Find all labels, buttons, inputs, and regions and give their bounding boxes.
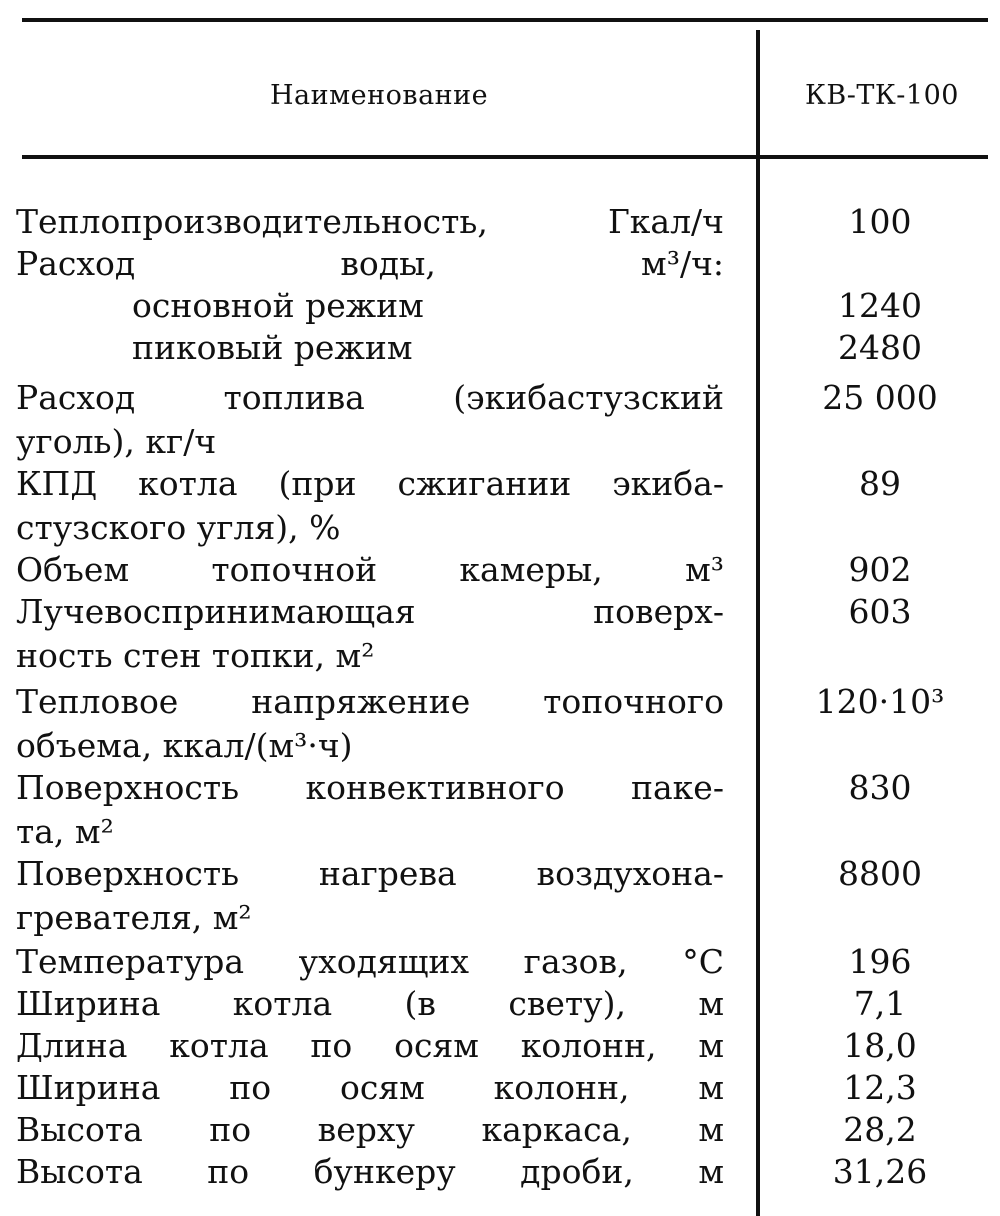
row-label-continuation: уголь), кг/ч [16, 422, 217, 461]
row-label-line: Ширина по осям колонн, м [16, 1068, 724, 1107]
row-value: 100 [848, 202, 912, 241]
row-label [16, 242, 724, 286]
row-label-line: Длина котла по осям колонн, м [16, 1026, 724, 1065]
row-value: 8800 [838, 854, 922, 893]
row-label [16, 680, 724, 768]
row-value: 89 [859, 464, 901, 503]
row-label-line: Теплопроизводительность, Гкал/ч [16, 202, 724, 241]
row-label [132, 326, 412, 370]
row-label [16, 982, 724, 1026]
row-label-line: пиковый режим [132, 328, 413, 367]
row-label [16, 590, 724, 678]
column-header-model: КВ-ТК-100 [805, 80, 959, 111]
row-label [16, 1108, 724, 1152]
row-value: 28,2 [843, 1110, 917, 1149]
row-value: 7,1 [853, 984, 907, 1023]
row-value: 603 [848, 592, 912, 631]
row-value: 1240 [838, 286, 922, 325]
row-value: 31,26 [832, 1152, 928, 1191]
row-label [16, 1066, 724, 1110]
table-top-rule [22, 18, 988, 22]
row-label-line: КПД котла (при сжигании экиба- [16, 464, 724, 503]
row-label [16, 766, 724, 854]
row-value: 196 [848, 942, 912, 981]
row-label-line: Тепловое напряжение топочного [16, 682, 724, 721]
row-label-line: основной режим [132, 286, 424, 325]
row-label-line: Расход воды, м³/ч: [16, 244, 724, 283]
row-value: 2480 [838, 328, 922, 367]
row-label-line: Лучевоспринимающая поверх- [16, 592, 724, 631]
row-label [16, 1150, 724, 1194]
row-label-continuation: гревателя, м² [16, 898, 252, 937]
row-label [16, 462, 724, 550]
row-value: 12,3 [843, 1068, 917, 1107]
row-label-continuation: ность стен топки, м² [16, 636, 375, 675]
row-value: 25 000 [822, 378, 938, 417]
row-label-continuation: та, м² [16, 812, 114, 851]
row-value: 18,0 [843, 1026, 917, 1065]
row-label-line: Поверхность нагрева воздухона- [16, 854, 724, 893]
row-label [16, 548, 724, 592]
row-label-line: Температура уходящих газов, °С [16, 942, 724, 981]
row-label [16, 200, 724, 244]
row-label [16, 852, 724, 940]
row-label [132, 284, 424, 328]
row-label [16, 940, 724, 984]
row-label-line: Поверхность конвективного паке- [16, 768, 724, 807]
row-label [16, 1024, 724, 1068]
row-label-continuation: стузского угля), % [16, 508, 341, 547]
row-label-continuation: объема, ккал/(м³·ч) [16, 726, 353, 765]
row-label-line: Расход топлива (экибастузский [16, 378, 724, 417]
row-label-line: Объем топочной камеры, м³ [16, 550, 724, 589]
table-header-rule [22, 155, 988, 159]
row-value: 120·10³ [815, 682, 945, 721]
row-label-line: Ширина котла (в свету), м [16, 984, 724, 1023]
row-value: 902 [848, 550, 912, 589]
row-value: 830 [848, 768, 912, 807]
row-label [16, 376, 724, 464]
row-label-line: Высота по бункеру дроби, м [16, 1152, 724, 1191]
row-label-line: Высота по верху каркаса, м [16, 1110, 724, 1149]
column-header-name: Наименование [270, 80, 489, 111]
